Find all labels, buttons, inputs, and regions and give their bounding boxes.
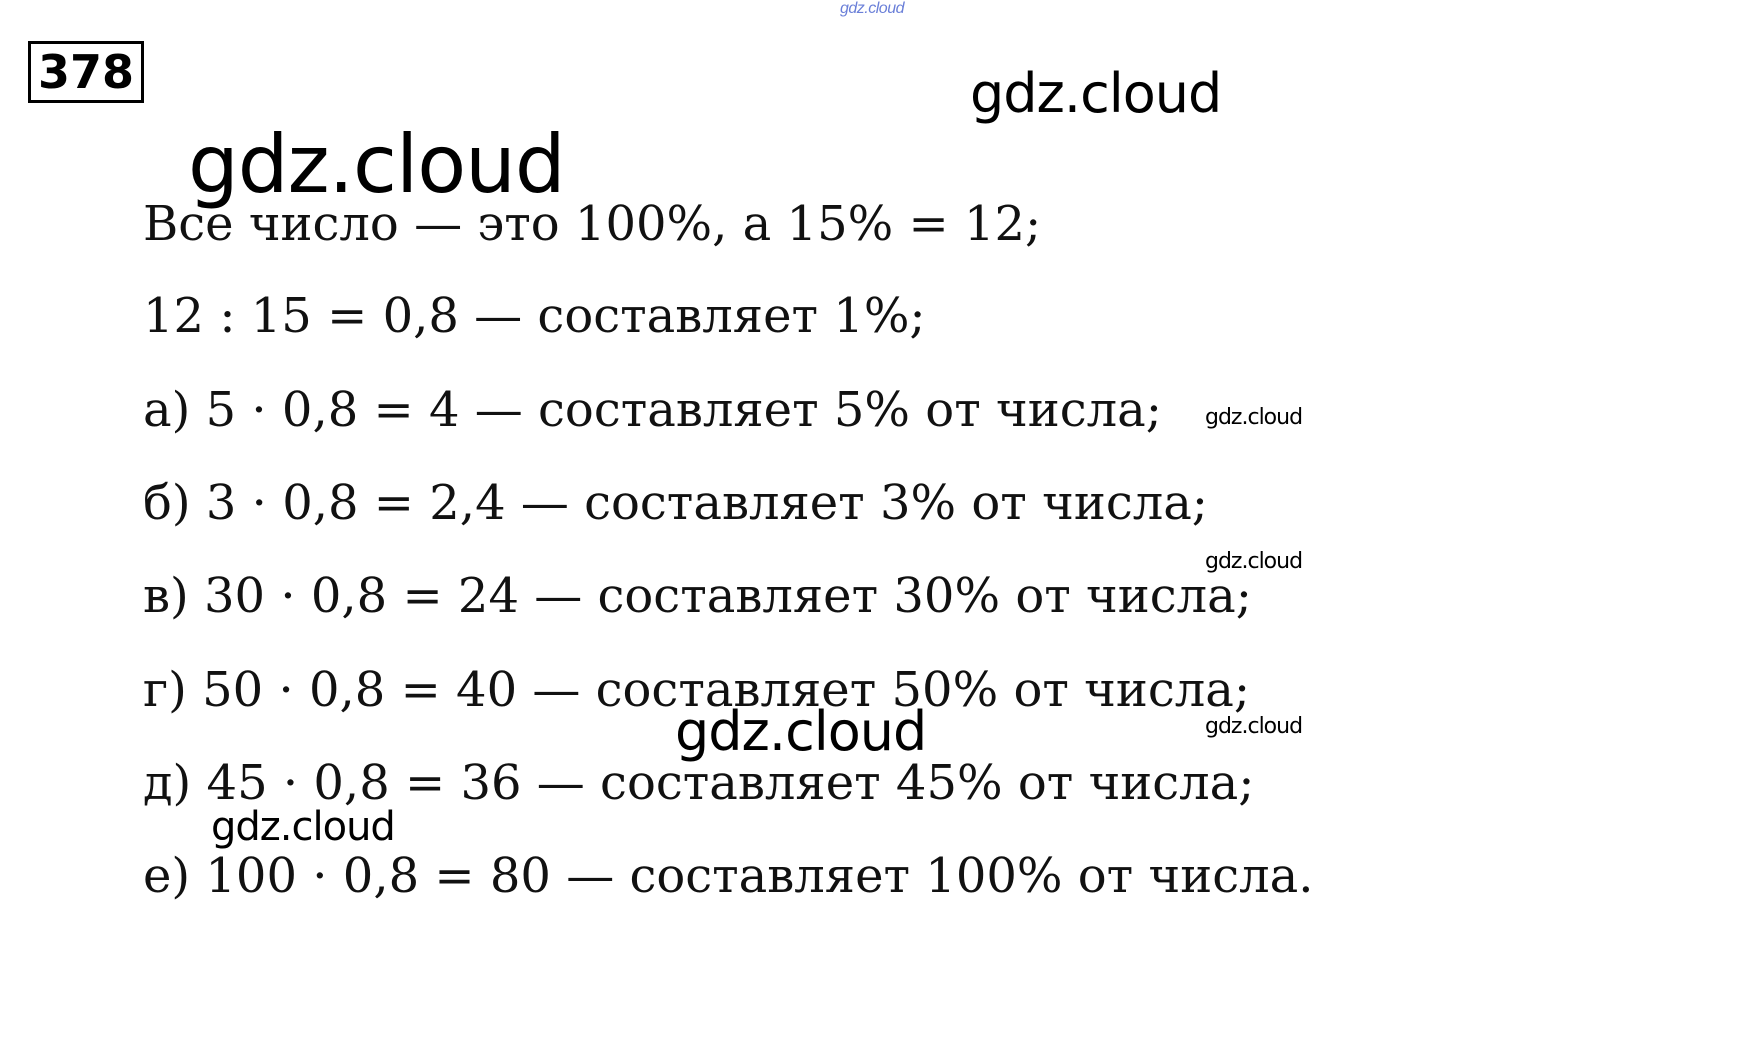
watermark: gdz.cloud <box>1205 714 1303 739</box>
problem-number-box: 378 <box>28 41 144 103</box>
solution-line: 12 : 15 = 0,8 — составляет 1%; <box>143 288 926 344</box>
watermark: gdz.cloud <box>1205 549 1303 574</box>
watermark: gdz.cloud <box>211 804 395 850</box>
watermark: gdz.cloud <box>1205 405 1303 430</box>
watermark: gdz.cloud <box>188 118 565 211</box>
solution-line: д) 45 · 0,8 = 36 — составляет 45% от числа; <box>143 755 1255 811</box>
solution-line: а) 5 · 0,8 = 4 — составляет 5% от числа; <box>143 382 1162 438</box>
watermark: gdz.cloud <box>675 700 927 763</box>
solution-line: в) 30 · 0,8 = 24 — составляет 30% от числа; <box>143 568 1252 624</box>
solution-line: Все число — это 100%, а 15% = 12; <box>143 196 1042 252</box>
source-watermark-top: gdz.cloud <box>840 0 904 17</box>
solution-line: е) 100 · 0,8 = 80 — составляет 100% от числа. <box>143 848 1314 904</box>
watermark: gdz.cloud <box>970 62 1222 125</box>
solution-line: г) 50 · 0,8 = 40 — составляет 50% от числа; <box>143 662 1251 718</box>
solution-line: б) 3 · 0,8 = 2,4 — составляет 3% от числа; <box>143 475 1208 531</box>
